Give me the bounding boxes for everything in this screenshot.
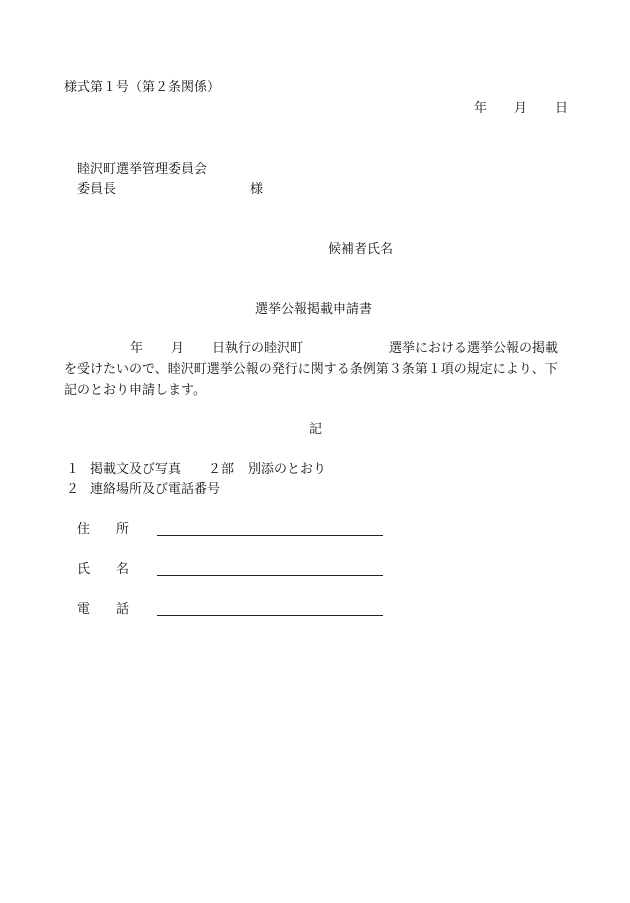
- addressee-organization: 睦沢町選挙管理委員会: [77, 162, 208, 177]
- phone-label-char1: 電: [77, 602, 91, 617]
- item-1-text: 掲載文及び写真: [90, 462, 182, 477]
- address-label-char2: 所: [116, 522, 130, 537]
- phone-label-char2: 話: [116, 602, 130, 617]
- document-title: 選挙公報掲載申請書: [255, 302, 373, 317]
- date-year-label: 年: [474, 101, 488, 116]
- form-number: 様式第１号（第２条関係）: [64, 80, 221, 95]
- item-1-note: 別添のとおり: [248, 462, 327, 477]
- address-field-line[interactable]: [157, 535, 383, 536]
- candidate-name-label: 候補者氏名: [328, 242, 394, 257]
- body-line-2: を受けたいので、睦沢町選挙公報の発行に関する条例第３条第１項の規定により、下: [64, 362, 558, 377]
- addressee-honorific: 様: [250, 182, 264, 197]
- item-2-text: 連絡場所及び電話番号: [90, 482, 221, 497]
- body-election-suffix: 選挙における選挙公報の掲載: [389, 341, 559, 356]
- date-day-label: 日: [555, 101, 569, 116]
- date-month-label: 月: [514, 101, 528, 116]
- body-month-label: 月: [171, 341, 185, 356]
- ki-heading: 記: [309, 422, 323, 437]
- item-1-number: １: [66, 462, 80, 477]
- body-day-execution: 日執行の睦沢町: [212, 341, 304, 356]
- name-label-char1: 氏: [77, 562, 91, 577]
- item-1-count: ２部: [208, 462, 235, 477]
- name-field-line[interactable]: [157, 575, 383, 576]
- name-label-char2: 名: [116, 562, 130, 577]
- addressee-title: 委員長: [77, 182, 117, 197]
- item-2-number: ２: [66, 482, 80, 497]
- phone-field-line[interactable]: [157, 615, 383, 616]
- body-year-label: 年: [130, 341, 144, 356]
- body-line-3: 記のとおり申請します。: [64, 383, 206, 398]
- address-label-char1: 住: [77, 522, 91, 537]
